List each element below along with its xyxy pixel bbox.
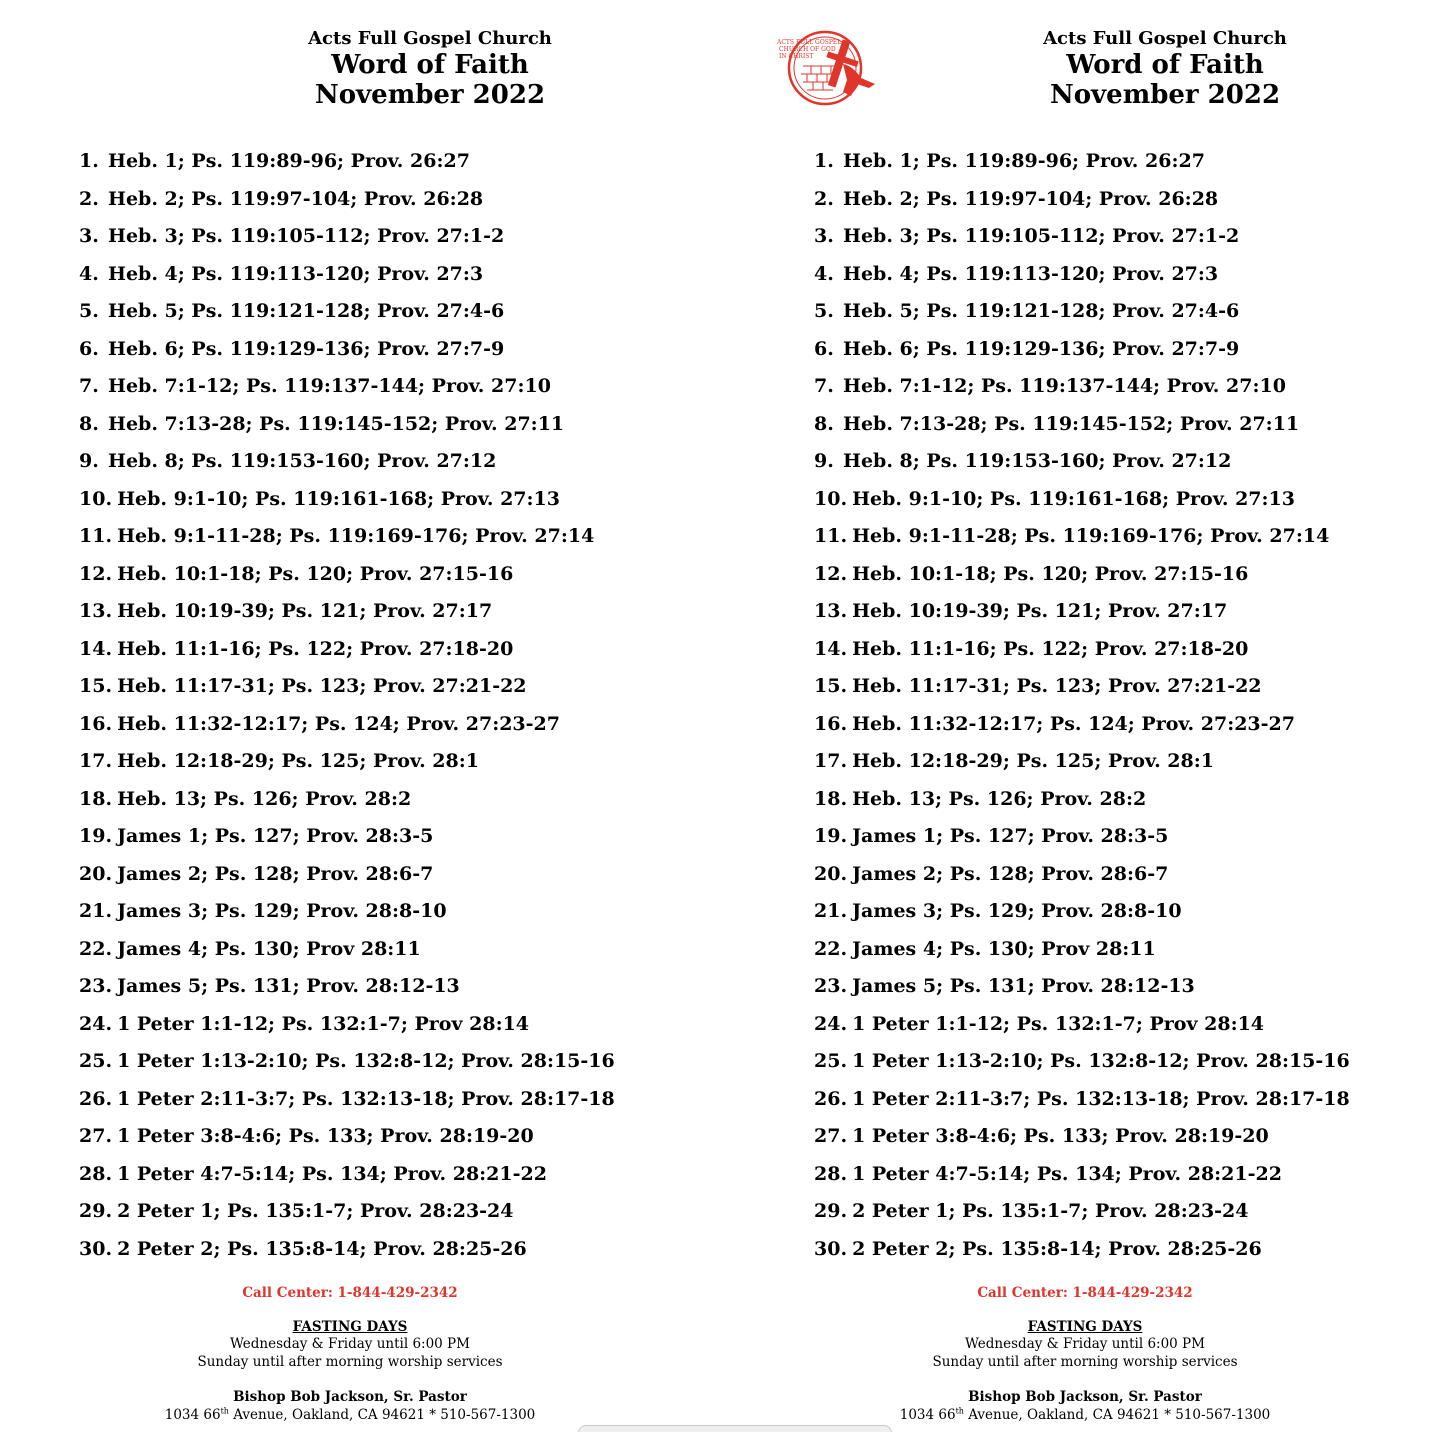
fasting-days-title: FASTING DAYS bbox=[1027, 1319, 1143, 1335]
reading-passages: Heb. 9:1-11-28; Ps. 119:169-176; Prov. 27:14 bbox=[852, 525, 1330, 547]
reading-item bbox=[79, 518, 615, 556]
reading-passages: Heb. 8; Ps. 119:153-160; Prov. 27:12 bbox=[108, 450, 497, 472]
logo-text-line3: IN CHRIST bbox=[779, 53, 814, 60]
reading-passages: Heb. 13; Ps. 126; Prov. 28:2 bbox=[117, 787, 412, 810]
reading-passages: Heb. 12:18-29; Ps. 125; Prov. 28:1 bbox=[852, 750, 1214, 772]
reading-item bbox=[814, 1156, 1350, 1194]
reading-passages: Heb. 8; Ps. 119:153-160; Prov. 27:12 bbox=[843, 450, 1232, 472]
reading-item bbox=[814, 1043, 1350, 1081]
reading-list bbox=[79, 143, 615, 1268]
reading-item bbox=[814, 743, 1350, 781]
left-column bbox=[0, 0, 700, 1432]
reading-item bbox=[814, 181, 1350, 219]
reading-item bbox=[814, 1118, 1350, 1156]
reading-day-number: 14. bbox=[79, 637, 113, 660]
reading-passages: 1 Peter 2:11-3:7; Ps. 132:13-18; Prov. 28:17-18 bbox=[117, 1087, 615, 1110]
reading-item bbox=[79, 631, 615, 669]
church-name: Acts Full Gospel Church bbox=[308, 28, 552, 49]
fasting-days-sunday: Sunday until after morning worship services bbox=[197, 1354, 503, 1370]
reading-day-number: 7. bbox=[814, 375, 834, 397]
address-rest: Avenue, Oakland, CA 94621 * 510-567-1300 bbox=[963, 1407, 1271, 1423]
reading-day-number: 21. bbox=[79, 900, 113, 922]
reading-passages: James 2; Ps. 128; Prov. 28:6-7 bbox=[117, 862, 434, 885]
reading-passages: Heb. 11:1-16; Ps. 122; Prov. 27:18-20 bbox=[852, 637, 1249, 660]
reading-passages: 1 Peter 2:11-3:7; Ps. 132:13-18; Prov. 28:17-18 bbox=[852, 1087, 1350, 1110]
reading-item bbox=[79, 968, 615, 1006]
address-rest: Avenue, Oakland, CA 94621 * 510-567-1300 bbox=[228, 1407, 536, 1423]
reading-item bbox=[79, 856, 615, 894]
reading-passages: Heb. 1; Ps. 119:89-96; Prov. 26:27 bbox=[843, 150, 1205, 172]
reading-item bbox=[814, 593, 1350, 631]
reading-item bbox=[79, 743, 615, 781]
reading-item bbox=[79, 1006, 615, 1044]
reading-passages: Heb. 7:1-12; Ps. 119:137-144; Prov. 27:10 bbox=[843, 375, 1286, 397]
reading-item bbox=[79, 293, 615, 331]
reading-day-number: 14. bbox=[814, 637, 848, 660]
reading-day-number: 1. bbox=[814, 150, 834, 172]
reading-day-number: 9. bbox=[79, 450, 99, 472]
reading-item bbox=[814, 331, 1350, 369]
month-title: November 2022 bbox=[1049, 80, 1281, 110]
reading-day-number: 15. bbox=[814, 675, 848, 697]
reading-passages: James 2; Ps. 128; Prov. 28:6-7 bbox=[852, 862, 1169, 885]
reading-passages: Heb. 4; Ps. 119:113-120; Prov. 27:3 bbox=[843, 262, 1219, 285]
reading-day-number: 25. bbox=[79, 1050, 113, 1072]
reading-passages: Heb. 7:1-12; Ps. 119:137-144; Prov. 27:10 bbox=[108, 375, 551, 397]
address-ordinal: th bbox=[955, 1406, 964, 1416]
reading-passages: 1 Peter 4:7-5:14; Ps. 134; Prov. 28:21-22 bbox=[117, 1162, 547, 1185]
reading-passages: Heb. 9:1-10; Ps. 119:161-168; Prov. 27:13 bbox=[117, 487, 560, 510]
reading-item bbox=[814, 293, 1350, 331]
reading-day-number: 26. bbox=[79, 1087, 113, 1110]
pastor-name: Bishop Bob Jackson, Sr. Pastor bbox=[233, 1389, 467, 1405]
reading-item bbox=[814, 968, 1350, 1006]
reading-day-number: 11. bbox=[814, 525, 848, 547]
page-title: Word of Faith bbox=[1066, 50, 1264, 80]
reading-passages: James 1; Ps. 127; Prov. 28:3-5 bbox=[852, 825, 1169, 847]
reading-item bbox=[814, 1193, 1350, 1231]
address-number: 1034 66 bbox=[899, 1407, 956, 1423]
reading-passages: Heb. 13; Ps. 126; Prov. 28:2 bbox=[852, 787, 1147, 810]
reading-day-number: 6. bbox=[814, 337, 834, 360]
reading-item bbox=[814, 856, 1350, 894]
reading-passages: Heb. 11:32-12:17; Ps. 124; Prov. 27:23-27 bbox=[117, 712, 560, 735]
reading-passages: 1 Peter 4:7-5:14; Ps. 134; Prov. 28:21-22 bbox=[852, 1162, 1282, 1185]
reading-passages: Heb. 2; Ps. 119:97-104; Prov. 26:28 bbox=[108, 187, 484, 210]
reading-day-number: 28. bbox=[814, 1162, 848, 1185]
reading-day-number: 29. bbox=[79, 1200, 113, 1222]
reading-day-number: 13. bbox=[79, 600, 113, 622]
reading-day-number: 20. bbox=[814, 862, 848, 885]
reading-item bbox=[79, 1043, 615, 1081]
reading-day-number: 6. bbox=[79, 337, 99, 360]
reading-passages: 1 Peter 1:1-12; Ps. 132:1-7; Prov 28:14 bbox=[117, 1012, 530, 1035]
reading-item bbox=[814, 818, 1350, 856]
reading-day-number: 27. bbox=[814, 1125, 848, 1147]
reading-passages: James 4; Ps. 130; Prov 28:11 bbox=[852, 937, 1156, 960]
reading-item bbox=[814, 1081, 1350, 1119]
reading-day-number: 3. bbox=[814, 225, 834, 247]
reading-passages: Heb. 11:17-31; Ps. 123; Prov. 27:21-22 bbox=[852, 675, 1262, 697]
reading-item bbox=[814, 256, 1350, 294]
reading-passages: James 3; Ps. 129; Prov. 28:8-10 bbox=[117, 900, 447, 922]
reading-passages: 1 Peter 3:8-4:6; Ps. 133; Prov. 28:19-20 bbox=[117, 1125, 534, 1147]
reading-passages: Heb. 10:19-39; Ps. 121; Prov. 27:17 bbox=[117, 600, 493, 622]
reading-day-number: 15. bbox=[79, 675, 113, 697]
reading-day-number: 12. bbox=[79, 562, 113, 585]
reading-item bbox=[79, 443, 615, 481]
reading-item bbox=[814, 481, 1350, 519]
month-title: November 2022 bbox=[314, 80, 546, 110]
reading-day-number: 25. bbox=[814, 1050, 848, 1072]
address-ordinal: th bbox=[220, 1406, 229, 1416]
reading-day-number: 16. bbox=[814, 712, 848, 735]
reading-passages: James 5; Ps. 131; Prov. 28:12-13 bbox=[852, 975, 1195, 997]
reading-passages: 1 Peter 1:13-2:10; Ps. 132:8-12; Prov. 28:15-16 bbox=[117, 1050, 615, 1072]
reading-passages: Heb. 11:32-12:17; Ps. 124; Prov. 27:23-27 bbox=[852, 712, 1295, 735]
reading-day-number: 26. bbox=[814, 1087, 848, 1110]
reading-passages: Heb. 10:1-18; Ps. 120; Prov. 27:15-16 bbox=[852, 562, 1249, 585]
reading-item bbox=[79, 1193, 615, 1231]
reading-item bbox=[814, 368, 1350, 406]
reading-day-number: 30. bbox=[814, 1237, 848, 1260]
reading-passages: James 5; Ps. 131; Prov. 28:12-13 bbox=[117, 975, 460, 997]
reading-item bbox=[814, 218, 1350, 256]
reading-day-number: 5. bbox=[79, 300, 99, 322]
reading-day-number: 1. bbox=[79, 150, 99, 172]
reading-passages: 2 Peter 1; Ps. 135:1-7; Prov. 28:23-24 bbox=[852, 1200, 1249, 1222]
reading-passages: Heb. 11:17-31; Ps. 123; Prov. 27:21-22 bbox=[117, 675, 527, 697]
right-column bbox=[735, 0, 1435, 1432]
reading-passages: 2 Peter 1; Ps. 135:1-7; Prov. 28:23-24 bbox=[117, 1200, 514, 1222]
reading-passages: Heb. 9:1-11-28; Ps. 119:169-176; Prov. 27:14 bbox=[117, 525, 595, 547]
reading-day-number: 30. bbox=[79, 1237, 113, 1260]
reading-item bbox=[814, 706, 1350, 744]
reading-item bbox=[814, 443, 1350, 481]
fasting-days-title: FASTING DAYS bbox=[292, 1319, 408, 1335]
reading-item bbox=[79, 1118, 615, 1156]
reading-item bbox=[814, 556, 1350, 594]
reading-day-number: 13. bbox=[814, 600, 848, 622]
church-address bbox=[80, 1406, 620, 1424]
reading-passages: Heb. 10:1-18; Ps. 120; Prov. 27:15-16 bbox=[117, 562, 514, 585]
reading-day-number: 4. bbox=[814, 262, 834, 285]
fasting-days-sunday: Sunday until after morning worship services bbox=[932, 1354, 1238, 1370]
reading-passages: Heb. 10:19-39; Ps. 121; Prov. 27:17 bbox=[852, 600, 1228, 622]
reading-passages: Heb. 7:13-28; Ps. 119:145-152; Prov. 27:11 bbox=[108, 412, 565, 435]
reading-day-number: 24. bbox=[814, 1012, 848, 1035]
reading-item bbox=[79, 1081, 615, 1119]
reading-passages: Heb. 4; Ps. 119:113-120; Prov. 27:3 bbox=[108, 262, 484, 285]
reading-item bbox=[814, 893, 1350, 931]
call-center: Call Center: 1-844-429-2342 bbox=[242, 1285, 458, 1301]
reading-day-number: 18. bbox=[814, 787, 848, 810]
reading-day-number: 8. bbox=[79, 412, 99, 435]
reading-day-number: 21. bbox=[814, 900, 848, 922]
reading-day-number: 10. bbox=[79, 487, 113, 510]
reading-item bbox=[79, 331, 615, 369]
reading-passages: James 3; Ps. 129; Prov. 28:8-10 bbox=[852, 900, 1182, 922]
viewer-page-tab[interactable] bbox=[578, 1425, 892, 1432]
reading-day-number: 3. bbox=[79, 225, 99, 247]
logo-text-line1: ACTS FULL GOSPEL bbox=[777, 39, 842, 46]
reading-passages: Heb. 7:13-28; Ps. 119:145-152; Prov. 27:11 bbox=[843, 412, 1300, 435]
reading-item bbox=[814, 406, 1350, 444]
reading-day-number: 23. bbox=[79, 975, 113, 997]
reading-passages: Heb. 6; Ps. 119:129-136; Prov. 27:7-9 bbox=[108, 337, 505, 360]
reading-item bbox=[79, 406, 615, 444]
reading-item bbox=[79, 368, 615, 406]
reading-day-number: 20. bbox=[79, 862, 113, 885]
reading-day-number: 27. bbox=[79, 1125, 113, 1147]
reading-item bbox=[814, 668, 1350, 706]
reading-passages: Heb. 6; Ps. 119:129-136; Prov. 27:7-9 bbox=[843, 337, 1240, 360]
reading-item bbox=[79, 481, 615, 519]
reading-item bbox=[79, 143, 615, 181]
reading-day-number: 18. bbox=[79, 787, 113, 810]
reading-item bbox=[79, 1231, 615, 1269]
reading-item bbox=[79, 593, 615, 631]
reading-day-number: 11. bbox=[79, 525, 113, 547]
pastor-name: Bishop Bob Jackson, Sr. Pastor bbox=[968, 1389, 1202, 1405]
reading-day-number: 16. bbox=[79, 712, 113, 735]
reading-passages: 1 Peter 1:1-12; Ps. 132:1-7; Prov 28:14 bbox=[852, 1012, 1265, 1035]
reading-item bbox=[79, 818, 615, 856]
reading-item bbox=[814, 631, 1350, 669]
reading-day-number: 19. bbox=[79, 825, 113, 847]
reading-passages: Heb. 3; Ps. 119:105-112; Prov. 27:1-2 bbox=[843, 225, 1240, 247]
reading-passages: Heb. 1; Ps. 119:89-96; Prov. 26:27 bbox=[108, 150, 470, 172]
reading-day-number: 24. bbox=[79, 1012, 113, 1035]
reading-item bbox=[814, 781, 1350, 819]
reading-item bbox=[79, 256, 615, 294]
reading-item bbox=[814, 143, 1350, 181]
reading-item bbox=[79, 218, 615, 256]
reading-day-number: 10. bbox=[814, 487, 848, 510]
address-number: 1034 66 bbox=[164, 1407, 221, 1423]
reading-passages: Heb. 5; Ps. 119:121-128; Prov. 27:4-6 bbox=[108, 300, 505, 322]
reading-day-number: 7. bbox=[79, 375, 99, 397]
reading-item bbox=[814, 931, 1350, 969]
reading-day-number: 2. bbox=[79, 187, 99, 210]
reading-day-number: 8. bbox=[814, 412, 834, 435]
reading-day-number: 22. bbox=[79, 937, 113, 960]
reading-passages: James 1; Ps. 127; Prov. 28:3-5 bbox=[117, 825, 434, 847]
reading-list bbox=[814, 143, 1350, 1268]
reading-passages: Heb. 5; Ps. 119:121-128; Prov. 27:4-6 bbox=[843, 300, 1240, 322]
reading-passages: Heb. 3; Ps. 119:105-112; Prov. 27:1-2 bbox=[108, 225, 505, 247]
reading-day-number: 22. bbox=[814, 937, 848, 960]
reading-item bbox=[814, 518, 1350, 556]
reading-day-number: 5. bbox=[814, 300, 834, 322]
reading-item bbox=[79, 668, 615, 706]
reading-day-number: 28. bbox=[79, 1162, 113, 1185]
reading-passages: 2 Peter 2; Ps. 135:8-14; Prov. 28:25-26 bbox=[117, 1237, 527, 1260]
reading-passages: Heb. 11:1-16; Ps. 122; Prov. 27:18-20 bbox=[117, 637, 514, 660]
reading-item bbox=[79, 556, 615, 594]
reading-item bbox=[79, 181, 615, 219]
reading-passages: 1 Peter 1:13-2:10; Ps. 132:8-12; Prov. 28:15-16 bbox=[852, 1050, 1350, 1072]
reading-passages: Heb. 9:1-10; Ps. 119:161-168; Prov. 27:13 bbox=[852, 487, 1295, 510]
reading-item bbox=[79, 931, 615, 969]
reading-item bbox=[814, 1006, 1350, 1044]
reading-passages: Heb. 2; Ps. 119:97-104; Prov. 26:28 bbox=[843, 187, 1219, 210]
reading-passages: 2 Peter 2; Ps. 135:8-14; Prov. 28:25-26 bbox=[852, 1237, 1262, 1260]
fasting-days-weekday: Wednesday & Friday until 6:00 PM bbox=[230, 1336, 470, 1352]
reading-day-number: 9. bbox=[814, 450, 834, 472]
reading-day-number: 2. bbox=[814, 187, 834, 210]
reading-item bbox=[79, 1156, 615, 1194]
reading-day-number: 4. bbox=[79, 262, 99, 285]
reading-item bbox=[79, 781, 615, 819]
reading-item bbox=[814, 1231, 1350, 1269]
reading-passages: Heb. 12:18-29; Ps. 125; Prov. 28:1 bbox=[117, 750, 479, 772]
reading-day-number: 17. bbox=[814, 750, 848, 772]
church-name: Acts Full Gospel Church bbox=[1043, 28, 1287, 49]
reading-item bbox=[79, 893, 615, 931]
fasting-days-weekday: Wednesday & Friday until 6:00 PM bbox=[965, 1336, 1205, 1352]
reading-passages: 1 Peter 3:8-4:6; Ps. 133; Prov. 28:19-20 bbox=[852, 1125, 1269, 1147]
reading-day-number: 23. bbox=[814, 975, 848, 997]
call-center: Call Center: 1-844-429-2342 bbox=[977, 1285, 1193, 1301]
reading-passages: James 4; Ps. 130; Prov 28:11 bbox=[117, 937, 421, 960]
reading-day-number: 17. bbox=[79, 750, 113, 772]
logo-text-line2: CHURCH OF GOD bbox=[779, 46, 836, 53]
page-title: Word of Faith bbox=[331, 50, 529, 80]
reading-day-number: 12. bbox=[814, 562, 848, 585]
reading-item bbox=[79, 706, 615, 744]
church-address bbox=[815, 1406, 1355, 1424]
reading-day-number: 19. bbox=[814, 825, 848, 847]
reading-day-number: 29. bbox=[814, 1200, 848, 1222]
